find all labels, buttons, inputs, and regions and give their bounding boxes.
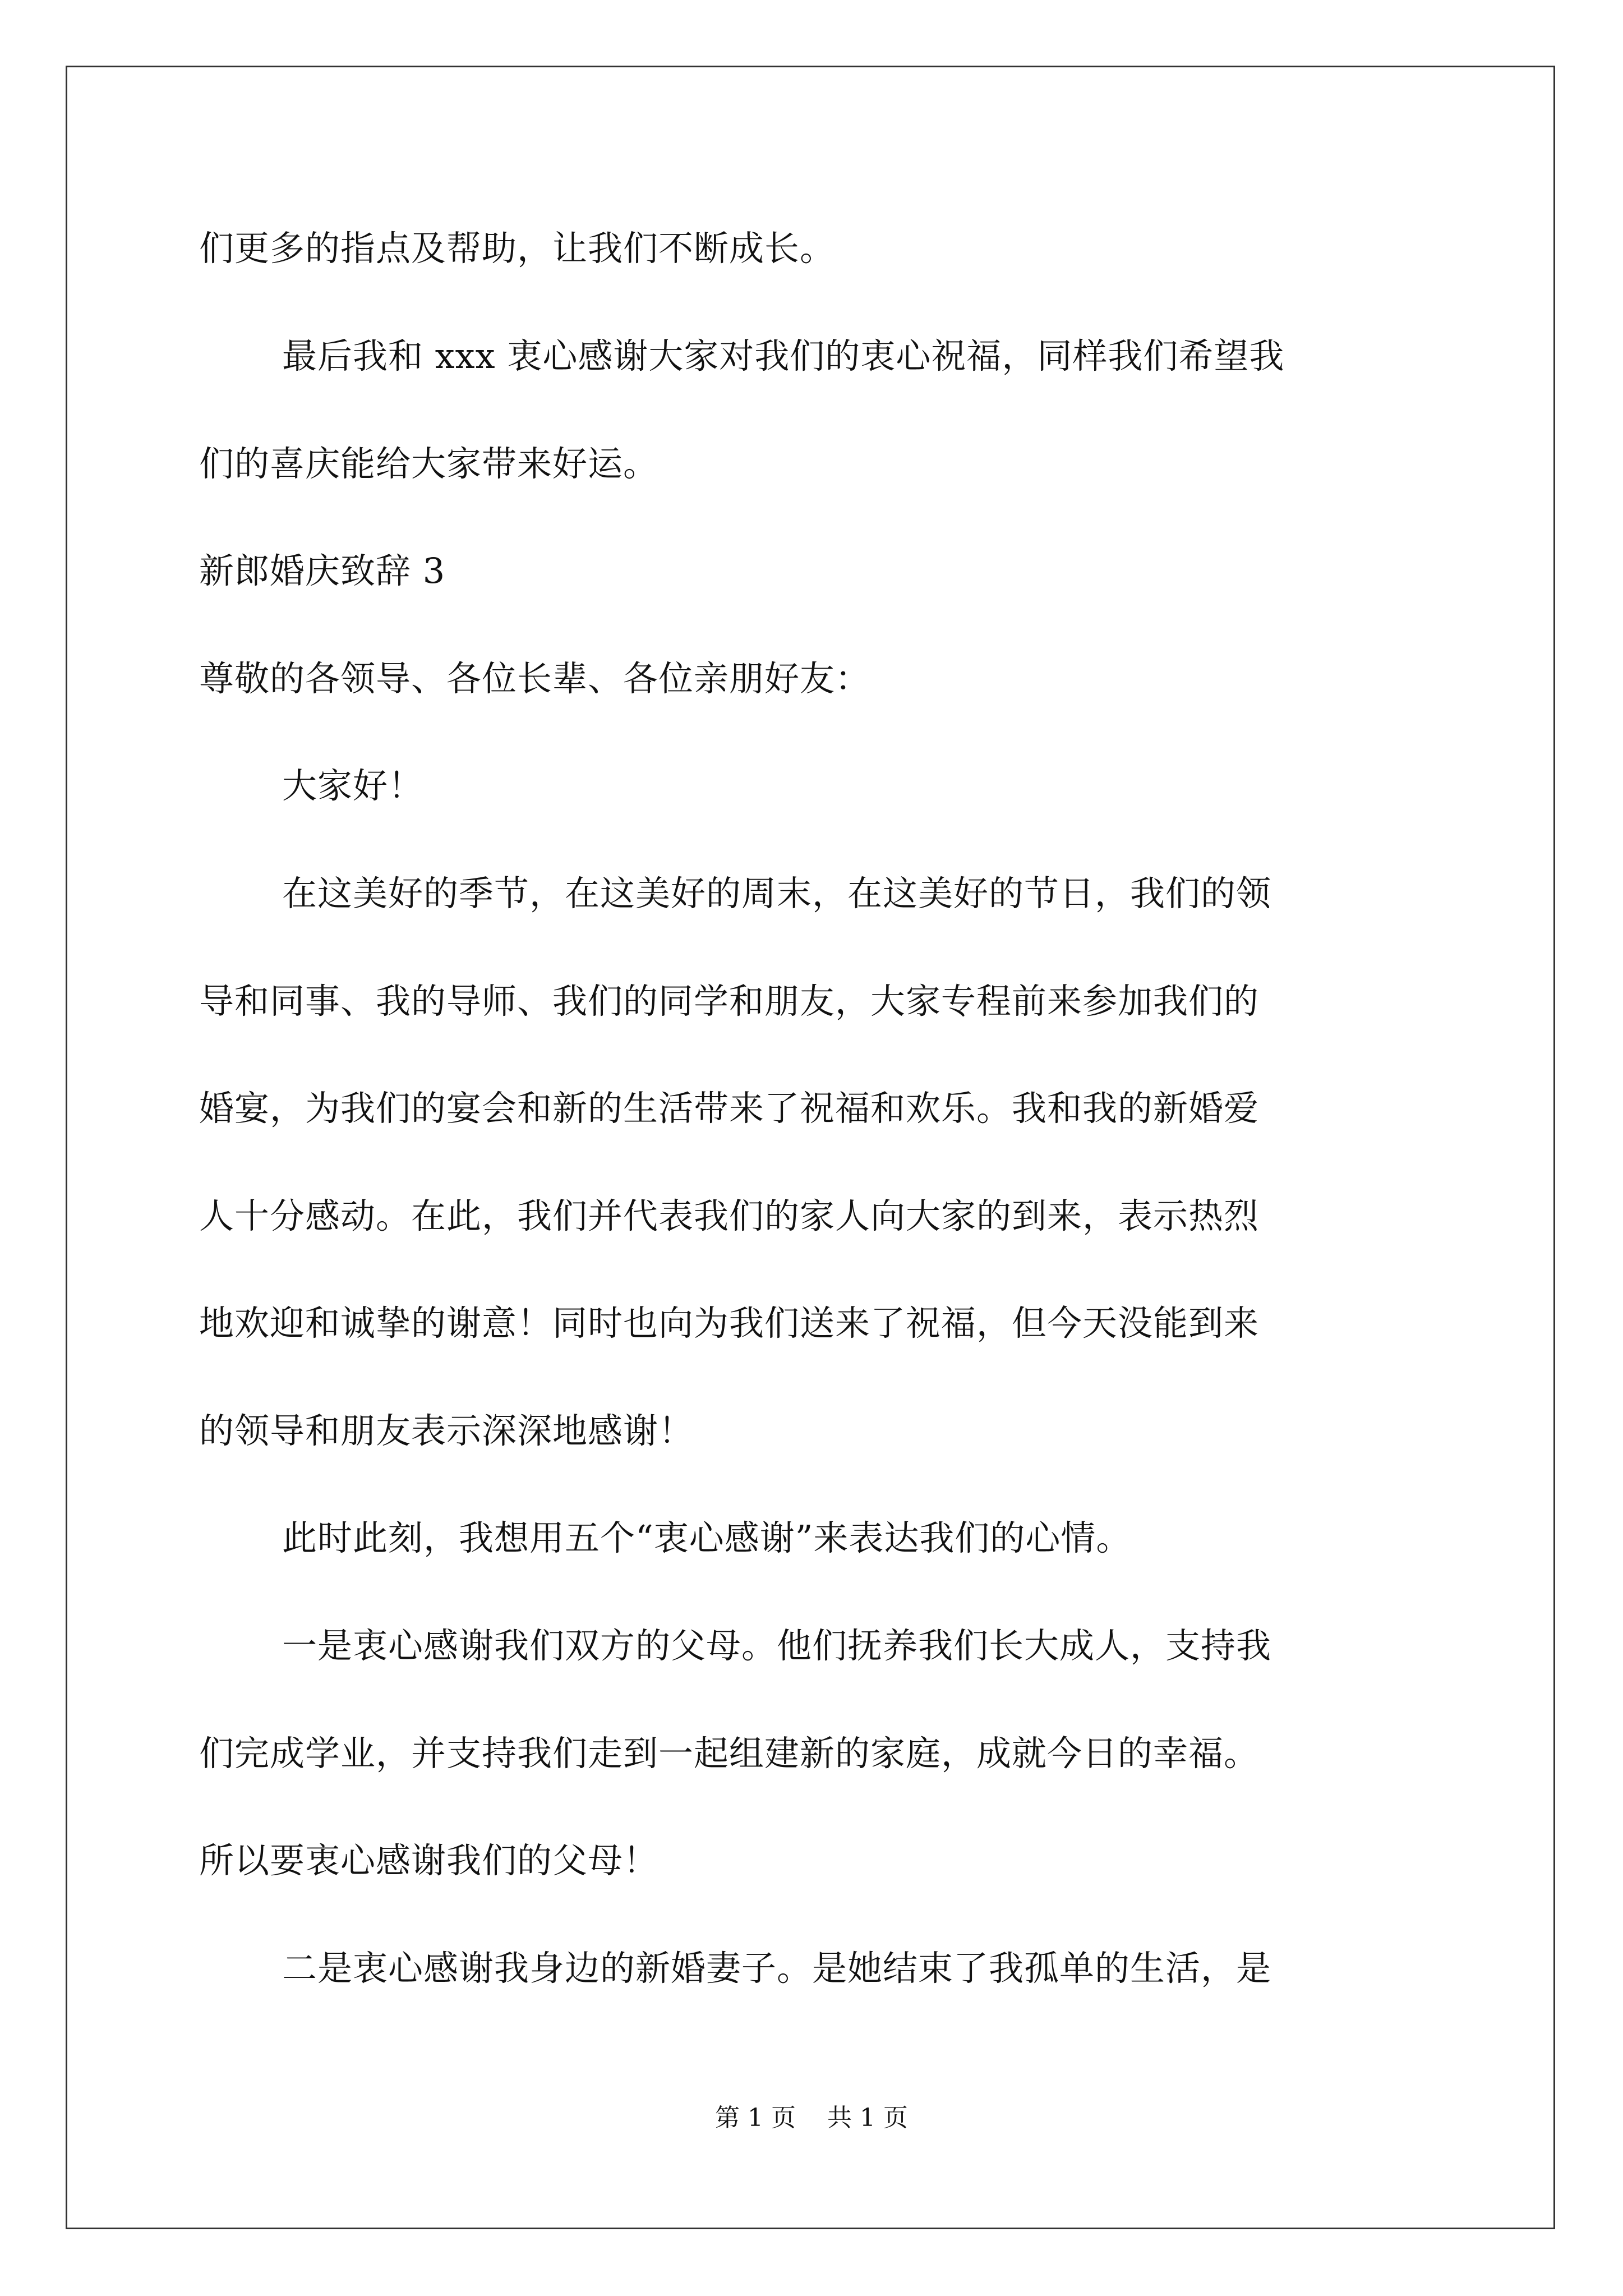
text-line: 婚宴，为我们的宴会和新的生活带来了祝福和欢乐。我和我的新婚爱 <box>199 1088 1260 1129</box>
text-line: 地欢迎和诚挚的谢意！同时也向为我们送来了祝福，但今天没能到来 <box>199 1303 1260 1343</box>
text-line: 们完成学业，并支持我们走到一起组建新的家庭，成就今日的幸福。 <box>199 1733 1260 1774</box>
text-line: 导和同事、我的导师、我们的同学和朋友，大家专程前来参加我们的 <box>199 981 1260 1022</box>
text-line: 们更多的指点及帮助，让我们不断成长。 <box>199 228 836 269</box>
text-line: 的领导和朋友表示深深地感谢！ <box>199 1410 694 1451</box>
page-border <box>66 66 1555 2229</box>
section-heading: 新郎婚庆致辞 3 <box>199 550 446 591</box>
text-line: 人十分感动。在此，我们并代表我们的家人向大家的到来，表示热烈 <box>199 1195 1260 1236</box>
text-line: 一是衷心感谢我们双方的父母。他们抚养我们长大成人，支持我 <box>282 1625 1272 1666</box>
text-line: 二是衷心感谢我身边的新婚妻子。是她结束了我孤单的生活，是 <box>282 1948 1272 1989</box>
greeting: 大家好！ <box>282 765 424 806</box>
text-line: 此时此刻，我想用五个“衷心感谢”来表达我们的心情。 <box>282 1517 1132 1558</box>
page-footer: 第 1 页 共 1 页 <box>715 2104 908 2132</box>
text-line: 所以要衷心感谢我们的父母！ <box>199 1840 659 1881</box>
salutation: 尊敬的各领导、各位长辈、各位亲朋好友： <box>199 658 871 699</box>
text-line: 在这美好的季节，在这美好的周末，在这美好的节日，我们的领 <box>282 873 1272 914</box>
text-line: 们的喜庆能给大家带来好运。 <box>199 443 659 484</box>
text-line: 最后我和 xxx 衷心感谢大家对我们的衷心祝福，同样我们希望我 <box>282 335 1285 376</box>
